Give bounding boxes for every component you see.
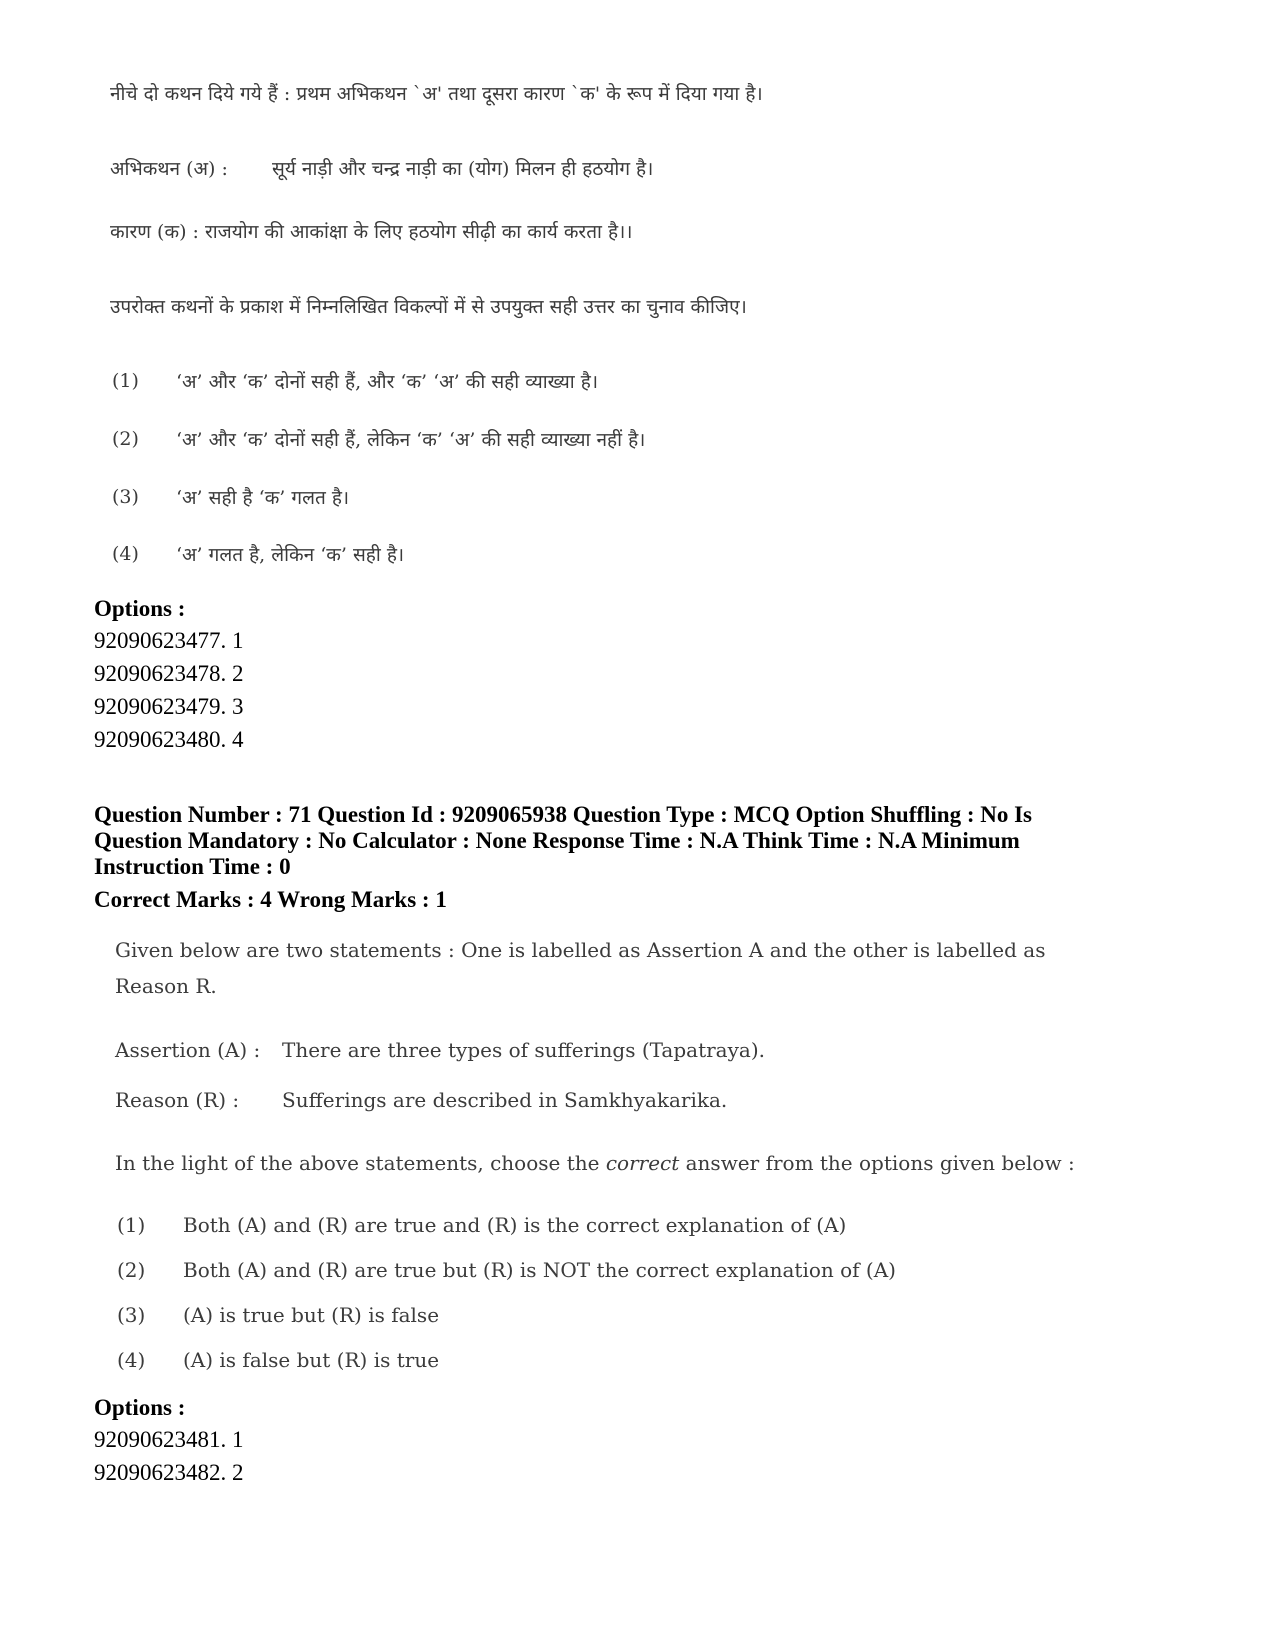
english-assertion-label: Assertion (A) : — [115, 1038, 261, 1062]
options-block-1 — [94, 596, 494, 756]
hindi-choice-2-num: (2) — [112, 428, 139, 450]
hindi-intro: नीचे दो कथन दिये गये हैं : प्रथम अभिकथन `अ' तथा दूसरा कारण `क' के रूप में दिया गया है। — [110, 83, 763, 105]
english-reason-label: Reason (R) : — [115, 1088, 240, 1112]
hindi-choice-4-text: ‘अ’ गलत है, लेकिन ‘क’ सही है। — [176, 544, 405, 566]
english-instruction-emphasis: correct — [605, 1151, 680, 1175]
hindi-choice-3-text: ‘अ’ सही है ‘क’ गलत है। — [176, 487, 350, 509]
hindi-choice-2-text: ‘अ’ और ‘क’ दोनों सही हैं, लेकिन ‘क’ ‘अ’ की सही व्याख्या नहीं है। — [176, 429, 646, 451]
options-heading: Options : — [94, 596, 186, 621]
option-item: 92090623478. 2 — [94, 661, 244, 686]
english-choice-2-text: Both (A) and (R) are true but (R) is NOT the correct explanation of (A) — [183, 1258, 896, 1282]
english-intro-line2: Reason R. — [115, 974, 217, 998]
question-meta-line2: Question Mandatory : No Calculator : None Response Time : N.A Think Time : N.A Minimum — [94, 828, 1020, 853]
hindi-choice-1-num: (1) — [112, 370, 139, 392]
option-item: 92090623480. 4 — [94, 727, 244, 752]
english-choice-1-text: Both (A) and (R) are true and (R) is the correct explanation of (A) — [183, 1213, 847, 1237]
question-marks: Correct Marks : 4 Wrong Marks : 1 — [94, 887, 447, 912]
option-item: 92090623482. 2 — [94, 1460, 244, 1485]
hindi-reason: कारण (क) : राजयोग की आकांक्षा के लिए हठयोग सीढ़ी का कार्य करता है।। — [110, 221, 633, 243]
english-instruction-pre: In the light of the above statements, choose the — [115, 1151, 606, 1175]
english-reason-text: Sufferings are described in Samkhyakarika. — [282, 1088, 728, 1112]
english-choice-3-num: (3) — [117, 1303, 146, 1327]
question-meta-line3: Instruction Time : 0 — [94, 854, 291, 879]
english-choice-4-num: (4) — [117, 1348, 146, 1372]
english-choice-3-text: (A) is true but (R) is false — [183, 1303, 440, 1327]
english-question-image — [0, 925, 1275, 1385]
options-heading: Options : — [94, 1395, 186, 1420]
english-choice-4-text: (A) is false but (R) is true — [183, 1348, 440, 1372]
english-assertion-text: There are three types of sufferings (Tapatraya). — [282, 1038, 765, 1062]
english-choice-2-num: (2) — [117, 1258, 146, 1282]
hindi-choice-4-num: (4) — [112, 543, 139, 565]
option-item: 92090623481. 1 — [94, 1427, 244, 1452]
hindi-question-image — [0, 0, 1275, 600]
english-intro-line1: Given below are two statements : One is labelled as Assertion A and the other is labelled as — [115, 938, 1046, 962]
hindi-choice-1-text: ‘अ’ और ‘क’ दोनों सही हैं, और ‘क’ ‘अ’ की सही व्याख्या है। — [176, 371, 599, 393]
hindi-choice-3-num: (3) — [112, 486, 139, 508]
hindi-assertion-text: सूर्य नाड़ी और चन्द्र नाड़ी का (योग) मिलन ही हठयोग है। — [272, 158, 654, 180]
english-choice-1-num: (1) — [117, 1213, 146, 1237]
question-meta — [94, 802, 1194, 917]
english-instruction — [115, 1151, 1075, 1175]
question-meta-line1: Question Number : 71 Question Id : 9209065938 Question Type : MCQ Option Shuffling : No Is — [94, 802, 1033, 827]
options-block-2 — [94, 1395, 494, 1495]
hindi-assertion-label: अभिकथन (अ) : — [110, 158, 228, 180]
hindi-instruction: उपरोक्त कथनों के प्रकाश में निम्नलिखित विकल्पों में से उपयुक्त सही उत्तर का चुनाव कीजिए। — [110, 296, 747, 318]
option-item: 92090623479. 3 — [94, 694, 244, 719]
option-item: 92090623477. 1 — [94, 628, 244, 653]
english-instruction-post: answer from the options given below : — [679, 1151, 1075, 1175]
